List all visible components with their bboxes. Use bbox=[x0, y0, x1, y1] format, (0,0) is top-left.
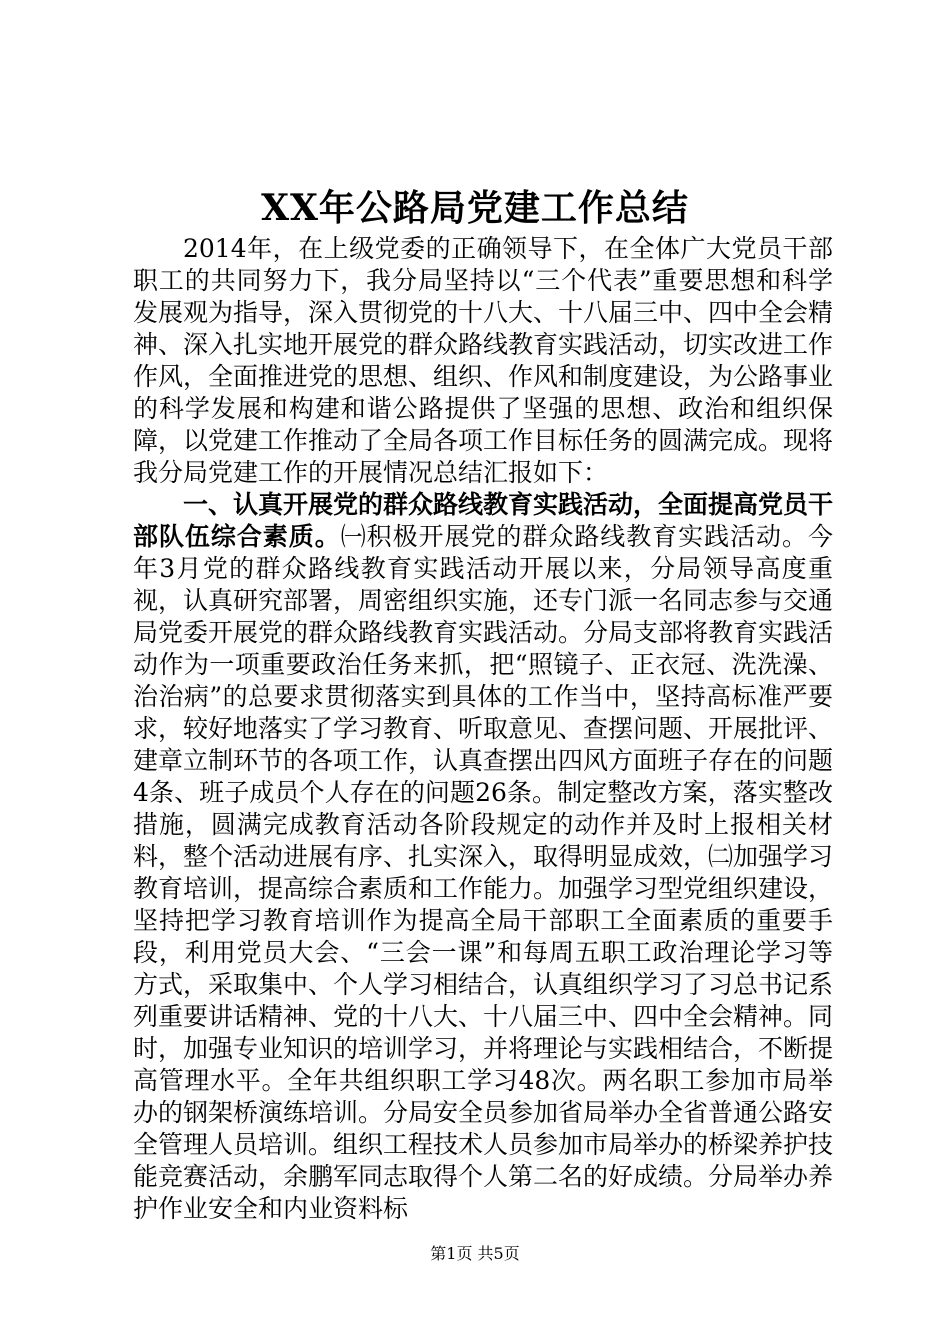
intro-paragraph: 2014年，在上级党委的正确领导下，在全体广大党员干部职工的共同努力下，我分局坚持以“三个代表”重要思想和科学发展观为指导，深入贯彻党的十八大、十八届三中、四中全会精神、深入扎实地开展党的群众路线教育实践活动，切实改进工作作风，全面推进党的思想、组织、作风和制度建设，为公路事业的科学发展和构建和谐公路提供了坚强的思想、政治和组织保障，以党建工作推动了全局各项工作目标任务的圆满完成。现将我分局党建工作的开展情况总结汇报如下： bbox=[133, 234, 834, 487]
section-1-paragraph bbox=[133, 489, 833, 1225]
document-body bbox=[133, 233, 833, 1225]
section-1-heading: 一、认真开展党的群众路线教育实践活动，全面提高党员干部队伍综合素质。 bbox=[133, 490, 834, 551]
page-footer: 第1页 共5页 bbox=[430, 1244, 520, 1263]
page-title: XX年公路局党建工作总结 bbox=[261, 187, 689, 229]
section-1-text: ㈠积极开展党的群众路线教育实践活动。今年3月党的群众路线教育实践活动开展以来，分局领导高度重视，认真研究部署，周密组织实施，还专门派一名同志参与交通局党委开展党的群众路线教育实践活动。分局支部将教育实践活动作为一项重要政治任务来抓，把“照镜子、正衣冠、洗洗澡、治治病”的总要求贯彻落实到具体的工作当中，坚持高标准严要求，较好地落实了学习教育、听取意见、查摆问题、开展批评、建章立制环节的各项工作，认真查摆出四风方面班子存在的问题4条、班子成员个人存在的问题26条。制定整改方案，落实整改措施，圆满完成教育活动各阶段规定的动作并及时上报相关材料，整个活动进展有序、扎实深入，取得明显成效，㈡加强学习教育培训，提高综合素质和工作能力。加强学习型党组织建设，坚持把学习教育培训作为提高全局干部职工全面素质的重要手段，利用党员大会、“三会一课”和每周五职工政治理论学习等方式，采取集中、个人学习相结合，认真组织学习了习总书记系列重要讲话精神、党的十八大、十八届三中、四中全会精神。同时，加强专业知识的培训学习，并将理论与实践相结合，不断提高管理水平。全年共组织职工学习48次。两名职工参加市局举办的钢架桥演练培训。分局安全员参加省局举办全省普通公路安全管理人员培训。组织工程技术人员参加市局举办的桥梁养护技能竞赛活动，余鹏军同志取得个人第二名的好成绩。分局举办养护作业安全和内业资料标 bbox=[133, 522, 834, 1223]
